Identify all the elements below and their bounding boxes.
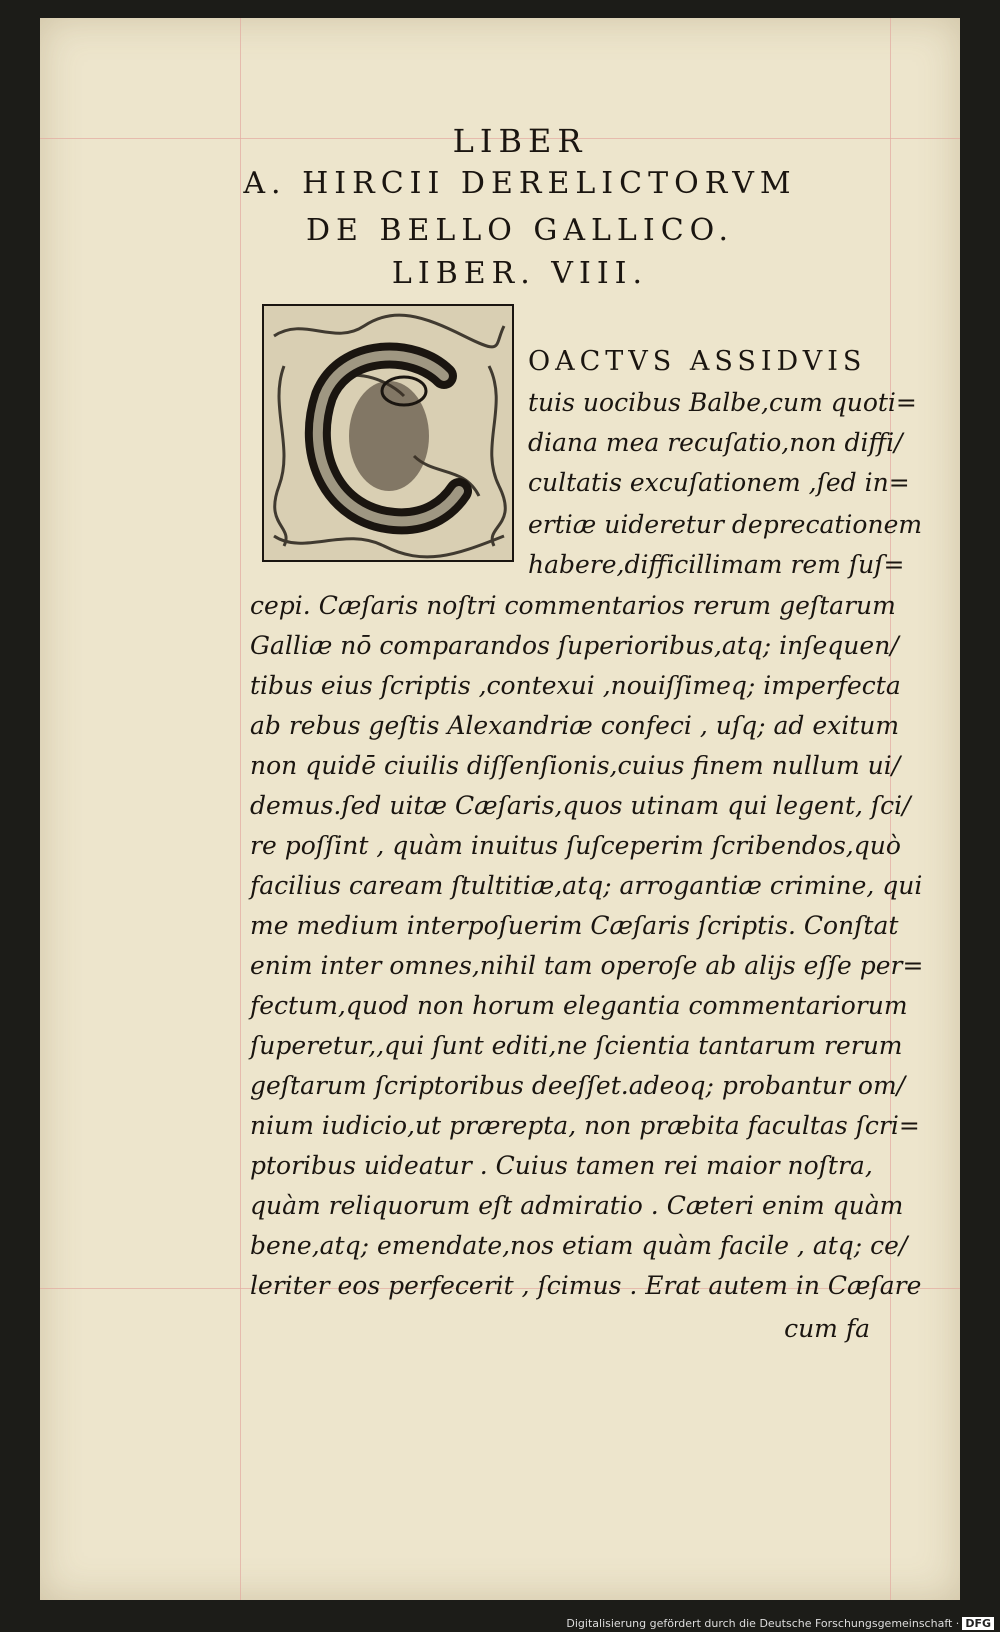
text-line: bene,atq; emendate,nos etiam quàm facile , atq; ce/ <box>250 1231 908 1260</box>
text-line: diana mea recuſatio,non diffi/ <box>528 428 903 457</box>
text-line: ſuperetur,,qui ſunt editi,ne ſcientia tantarum rerum <box>250 1031 903 1060</box>
footer-text: Digitalisierung gefördert durch die Deutsche Forschungsgemeinschaft · <box>566 1617 960 1630</box>
text-line: tuis uocibus Balbe,cum quoti= <box>528 388 917 417</box>
decorated-initial <box>262 304 514 562</box>
text-line: habere,difficillimam rem ſuſ= <box>528 550 905 579</box>
dfg-logo: DFG <box>962 1617 994 1630</box>
text-line: leriter eos perfecerit , ſcimus . Erat autem in Cæſare <box>250 1271 922 1300</box>
heading-book-number: LIBER. VIII. <box>391 256 649 291</box>
first-line: OACTVS ASSIDVIS <box>528 346 867 377</box>
text-line: ptoribus uideatur . Cuius tamen rei maior noſtra, <box>250 1151 873 1180</box>
text-line: enim inter omnes,nihil tam operoſe ab alijs eſſe per= <box>250 951 924 980</box>
text-line: non quidē ciuilis diſſenſionis,cuius finem nullum ui/ <box>250 751 901 780</box>
catchword: cum fa <box>784 1314 870 1343</box>
text-line: geſtarum ſcriptoribus deeſſet.adeoq; probantur om/ <box>250 1071 906 1100</box>
heading-author: A. HIRCII DERELICTORVM <box>243 166 797 201</box>
text-line: demus.ſed uitæ Cæſaris,quos utinam qui legent, ſci/ <box>250 791 911 820</box>
text-line: facilius caream ſtultitiæ,atq; arrogantiæ crimine, qui <box>250 871 923 900</box>
text-line: me medium interpoſuerim Cæſaris ſcriptis. Conſtat <box>250 911 899 940</box>
text-line: ab rebus geſtis Alexandriæ confeci , uſq; ad exitum <box>250 711 900 740</box>
digitization-footer <box>566 1617 994 1630</box>
text-line: cepi. Cæſaris noſtri commentarios rerum geſtarum <box>250 591 896 620</box>
text-line: nium iudicio,ut prærepta, non præbita facultas ſcri= <box>250 1111 920 1140</box>
heading-title: DE BELLO GALLICO. <box>305 213 735 248</box>
text-line: ertiæ uideretur deprecationem <box>528 510 923 539</box>
text-line: Galliæ nō comparandos ſuperioribus,atq; inſequen/ <box>250 631 899 660</box>
text-line: quàm reliquorum eſt admiratio . Cæteri enim quàm <box>250 1191 904 1220</box>
decorated-initial-image <box>264 306 512 560</box>
book-page <box>40 18 960 1600</box>
text-line: cultatis excuſationem ,ſed in= <box>528 468 910 497</box>
text-line: tibus eius ſcriptis ,contexui ,nouiſſimeq; imperfecta <box>250 671 901 700</box>
text-line: fectum,quod non horum elegantia commentariorum <box>250 991 908 1020</box>
text-line: re poſſint , quàm inuitus ſuſceperim ſcribendos,quò <box>250 831 901 860</box>
heading-liber: LIBER <box>452 122 588 160</box>
